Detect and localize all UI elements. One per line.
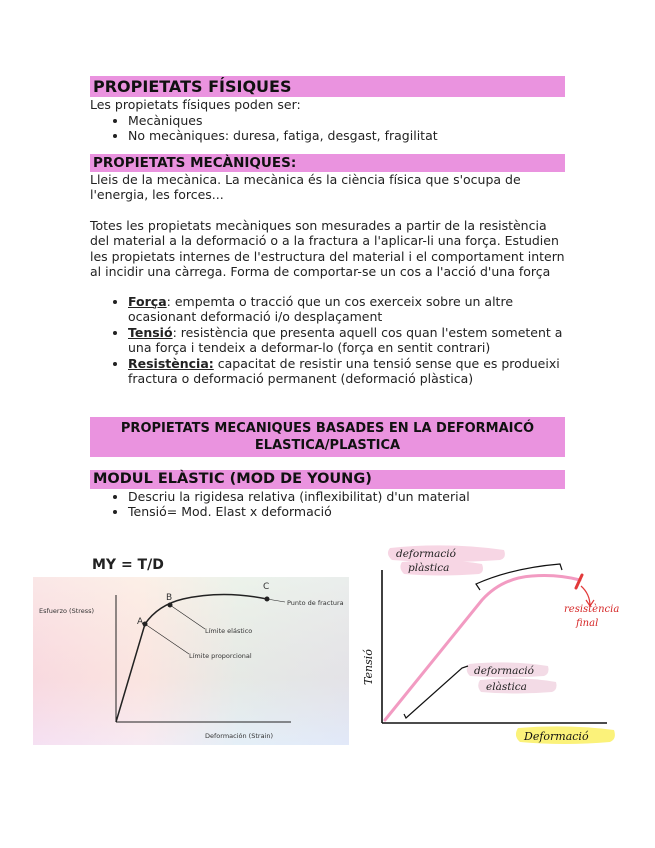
term-desc: : empemta o tracció que un cos exerceix sobre un altre ocasionant deformació i/o desplaçament: [128, 293, 514, 324]
term-item-resistencia: [128, 356, 565, 387]
mecaniques-para-2: Totes les propietats mecàniques son mesurades a partir de la resistència del material a la deformació o a la fractura a l'aplicar-li una força. Estudien les propietats internes de l'estructura del material i el comportament intern al incidir una càrrega. Forma de comportar-se un cos a l'acció d'una força: [90, 217, 565, 279]
formula-my: MY = T/D: [92, 557, 164, 573]
heading-basades-deformacio: PROPIETATS MECANIQUES BASADES EN LA DEFORMAICÓ ELASTICA/PLASTICA: [90, 417, 565, 457]
elastico-label: Límite elástico: [205, 627, 253, 635]
list-item: • No mecàniques: duresa, fatiga, desgast, fragilitat: [128, 128, 565, 144]
point-c-label: C: [263, 582, 270, 592]
terms-list: [90, 294, 565, 387]
y-axis-label: Esfuerzo (Stress): [39, 607, 95, 615]
fractura-label: Punto de fractura: [287, 599, 344, 607]
term-label: Resistència:: [128, 355, 214, 371]
stress-strain-figure: [33, 577, 349, 745]
list-item: • Mecàniques: [128, 113, 565, 129]
heading-modul-elastic: MODUL ELÀSTIC (MOD DE YOUNG): [90, 470, 565, 489]
x-axis-label: Deformación (Strain): [205, 732, 274, 740]
mecaniques-para-1: Lleis de la mecànica. La mecànica és la ciència física que s'ocupa de l'energia, les forces...: [90, 171, 521, 202]
resistencia-label-2: final: [576, 618, 599, 629]
stress-curve: [385, 576, 580, 721]
elastica-label-2: elàstica: [486, 681, 527, 693]
document-body: [90, 76, 565, 520]
heading-propietats-fisiques: PROPIETATS FÍSIQUES: [90, 76, 565, 97]
heading-propietats-mecaniques: PROPIETATS MECÀNIQUES:: [90, 154, 565, 172]
modul-list: [90, 489, 565, 520]
x-axis-label: Deformació: [524, 730, 589, 743]
term-label: Força: [128, 293, 167, 309]
elastica-label-1: deformació: [474, 665, 534, 677]
term-desc: capacitat de resistir una tensió sense que es produeixi fractura o deformació permanent (deformació plàstica): [128, 355, 560, 386]
fisiques-list: [90, 113, 565, 144]
term-label: Tensió: [128, 324, 173, 340]
list-item: • Descriu la rigidesa relativa (inflexibilitat) d'un material: [128, 489, 565, 505]
plastica-label-2: plàstica: [408, 562, 450, 574]
term-desc: : resistència que presenta aquell cos quan l'estem sometent a una força i tendeix a deformar-lo (força en sentit contrari): [128, 324, 563, 355]
point-b-label: B: [166, 593, 173, 603]
handwritten-figure: [352, 540, 652, 752]
term-item-tensio: [128, 325, 565, 356]
proporcional-label: Límite proporcional: [189, 652, 252, 660]
term-item-forca: [128, 294, 565, 325]
resistencia-label-1: resistència: [564, 604, 620, 615]
fisiques-intro: Les propietats físiques poden ser:: [90, 97, 301, 112]
fracture-arrow: [581, 586, 594, 606]
bracket-elastica: [404, 666, 468, 718]
point-a-label: A: [137, 617, 144, 627]
plastica-label-1: deformació: [396, 548, 456, 560]
y-axis-label: Tensió: [362, 649, 375, 685]
list-item: • Tensió= Mod. Elast x deformació: [128, 504, 565, 520]
